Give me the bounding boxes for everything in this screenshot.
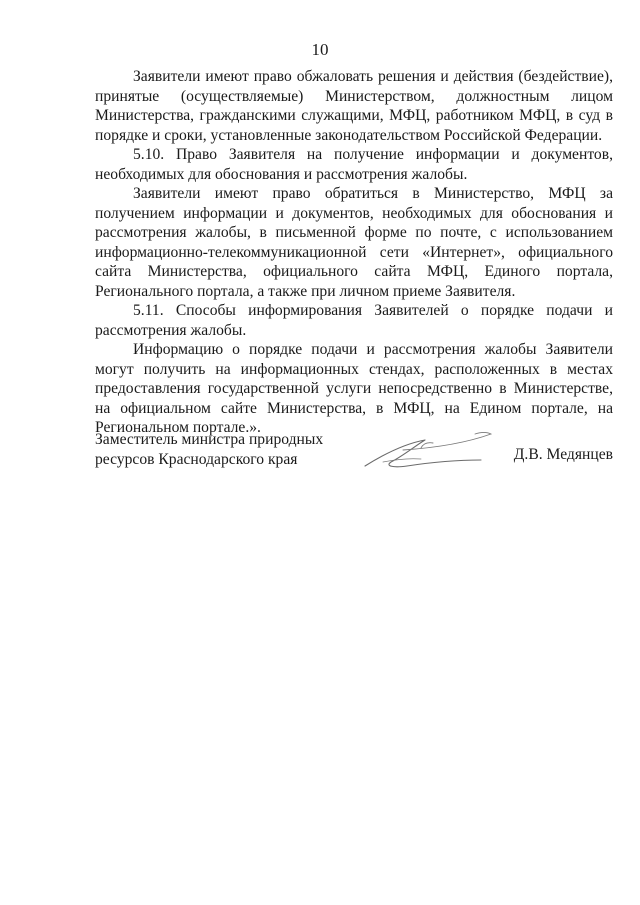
paragraph-5-10-heading: 5.10. Право Заявителя на получение информации и документов, необходимых для обоснования и рассмотрения жалобы. [95,146,613,183]
document-body [95,67,613,438]
paragraph-information-sources: Информацию о порядке подачи и рассмотрения жалобы Заявители могут получить на информационных стендах, расположенных в местах предоставления государственной услуги непосредственно в Министерстве, на официальном сайте Министерства, в МФЦ, на Едином портале, на Региональном портале.». [95,341,613,436]
signature-block [95,430,613,480]
page-number: 10 [311,40,329,59]
paragraph-appeal-rights: Заявители имеют право обжаловать решения и действия (бездействие), принятые (осуществляемые) Министерством, должностным лицом Министерства, гражданскими служащими, МФЦ, работником МФЦ, в суд в порядке и сроки, установленные законодательством Российской Федерации. [95,68,613,144]
signatory-title-line-2: ресурсов Краснодарского края [95,450,298,468]
signatory-name: Д.В. Медянцев [513,446,613,463]
handwritten-signature [363,426,495,472]
signatory-title-line-1: Заместитель министра природных [95,431,324,448]
paragraph-information-request: Заявители имеют право обратиться в Министерство, МФЦ за получением информации и документов, необходимых для обоснования и рассмотрения жалобы, в письменной форме по почте, с использованием информационно-телекоммуникационной сети «Интернет», официального сайта Министерства, официального сайта МФЦ, Единого портала, Регионального портала, а также при личном приеме Заявителя. [95,185,613,300]
paragraph-5-11-heading: 5.11. Способы информирования Заявителей о порядке подачи и рассмотрения жалобы. [95,302,613,339]
signatory-title [95,430,323,469]
